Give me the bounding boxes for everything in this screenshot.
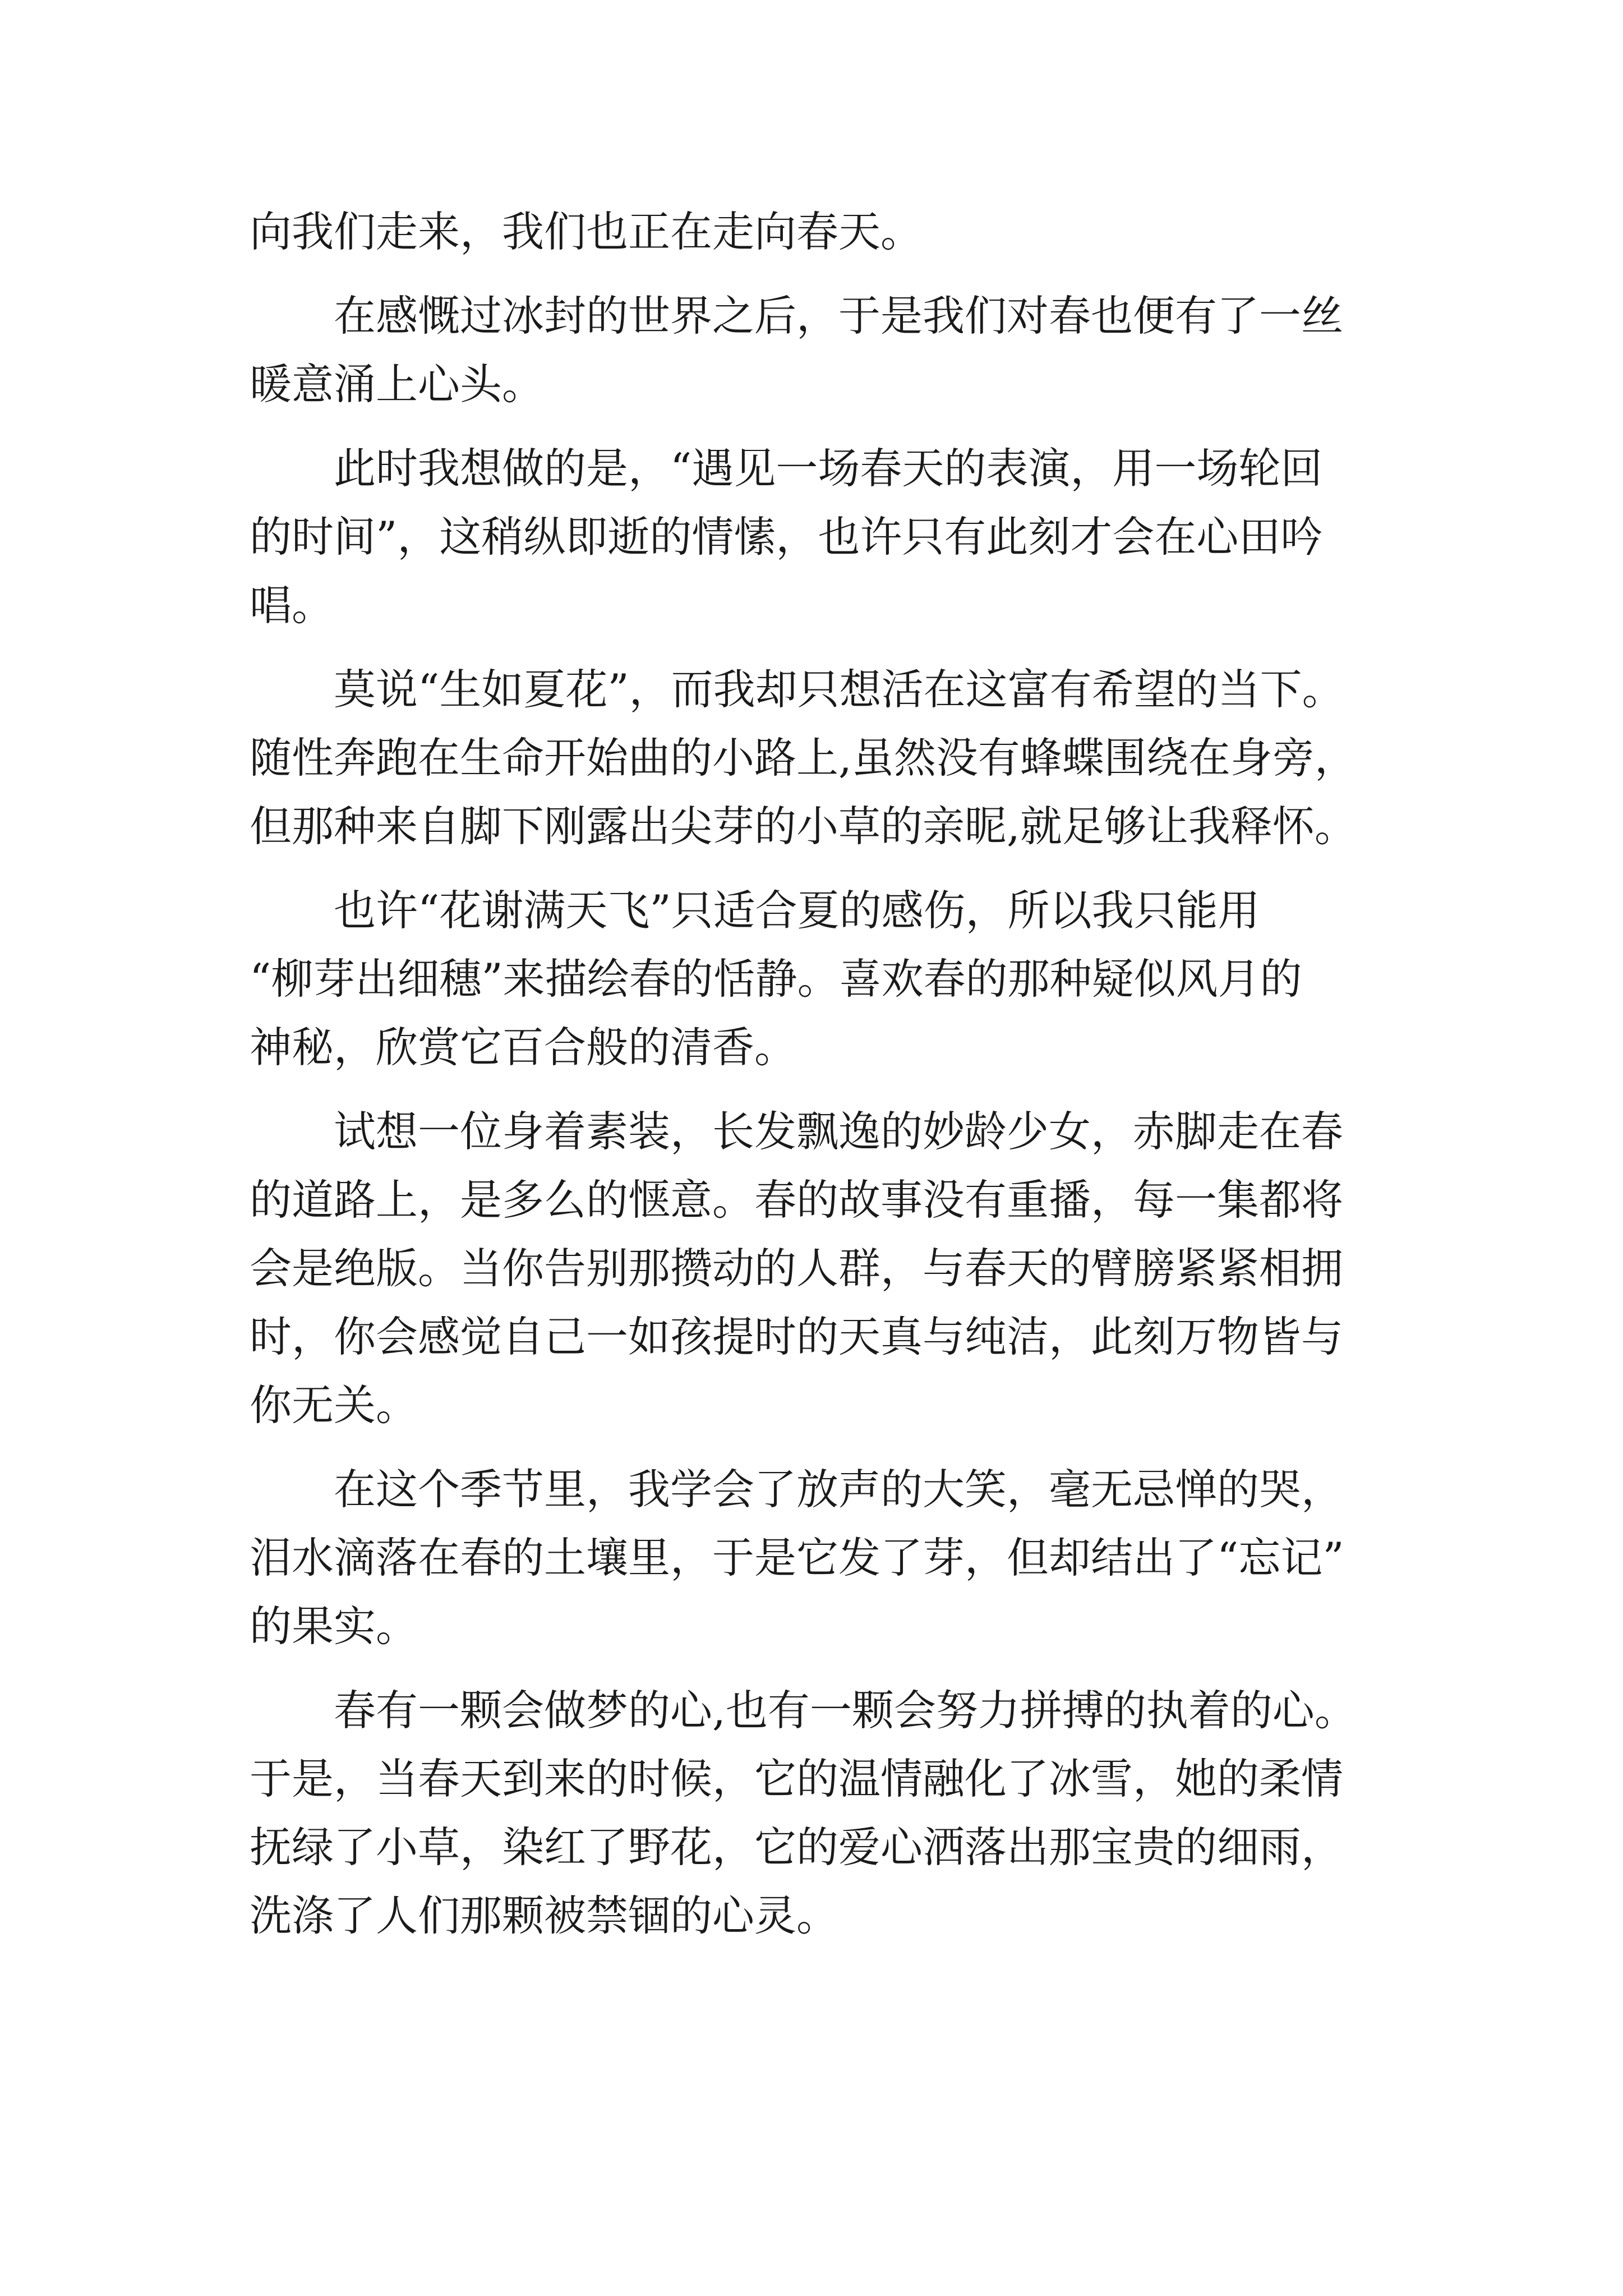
text-line: 试想一位身着素装，长发飘逸的妙龄少女，赤脚走在春 [250,1107,1344,1156]
text-line: 洗涤了人们那颗被禁锢的心灵。 [250,1891,839,1940]
paragraph [250,1097,1388,1439]
paragraph [250,434,1388,639]
text-line: 泪水滴落在春的土壤里，于是它发了芽，但却结出了“忘记” [250,1533,1344,1582]
text-line: 抚绿了小草，染红了野花，它的爱心洒落出那宝贵的细雨， [250,1823,1344,1872]
text-line: 你无关。 [250,1381,418,1430]
text-line: 会是绝版。当你告别那攒动的人群，与春天的臂膀紧紧相拥 [250,1244,1344,1293]
text-line: 在这个季节里，我学会了放声的大笑，毫无忌惮的哭， [250,1465,1344,1514]
text-line: 时，你会感觉自己一如孩提时的天真与纯洁，此刻万物皆与 [250,1312,1344,1361]
text-line: 在感慨过冰封的世界之后，于是我们对春也便有了一丝 [250,291,1344,341]
text-line: 但那种来自脚下刚露出尖芽的小草的亲昵,就足够让我释怀。 [250,802,1357,851]
text-line: 暖意涌上心头。 [250,360,545,409]
text-line: 向我们走来，我们也正在走向春天。 [250,207,923,256]
paragraph [250,876,1388,1082]
paragraph [250,282,1388,418]
text-line: 的时间”，这稍纵即逝的情愫，也许只有此刻才会在心田吟 [250,512,1323,562]
text-line: 的道路上，是多么的惬意。春的故事没有重播，每一集都将 [250,1175,1344,1225]
text-line: 莫说“生如夏花”，而我却只想活在这富有希望的当下。 [250,665,1344,714]
paragraph [250,1455,1388,1660]
paragraph [250,1676,1388,1950]
text-line: “柳芽出细穗”来描绘春的恬静。喜欢春的那种疑似风月的 [250,954,1302,1004]
text-line: 此时我想做的是，“遇见一场春天的表演，用一场轮回 [250,444,1323,493]
text-line: 于是，当春天到来的时候，它的温情融化了冰雪，她的柔情 [250,1754,1344,1803]
text-line: 的果实。 [250,1602,418,1651]
paragraph [250,197,1388,266]
text-line: 春有一颗会做梦的心,也有一颗会努力拼搏的执着的心。 [250,1686,1357,1735]
text-line: 唱。 [250,581,334,630]
text-line: 随性奔跑在生命开始曲的小路上,虽然没有蜂蝶围绕在身旁， [250,733,1357,783]
text-line: 神秘，欣赏它百合般的清香。 [250,1023,797,1072]
paragraph [250,655,1388,861]
text-line: 也许“花谢满天飞”只适合夏的感伤，所以我只能用 [250,886,1260,935]
article-body [250,197,1388,1950]
